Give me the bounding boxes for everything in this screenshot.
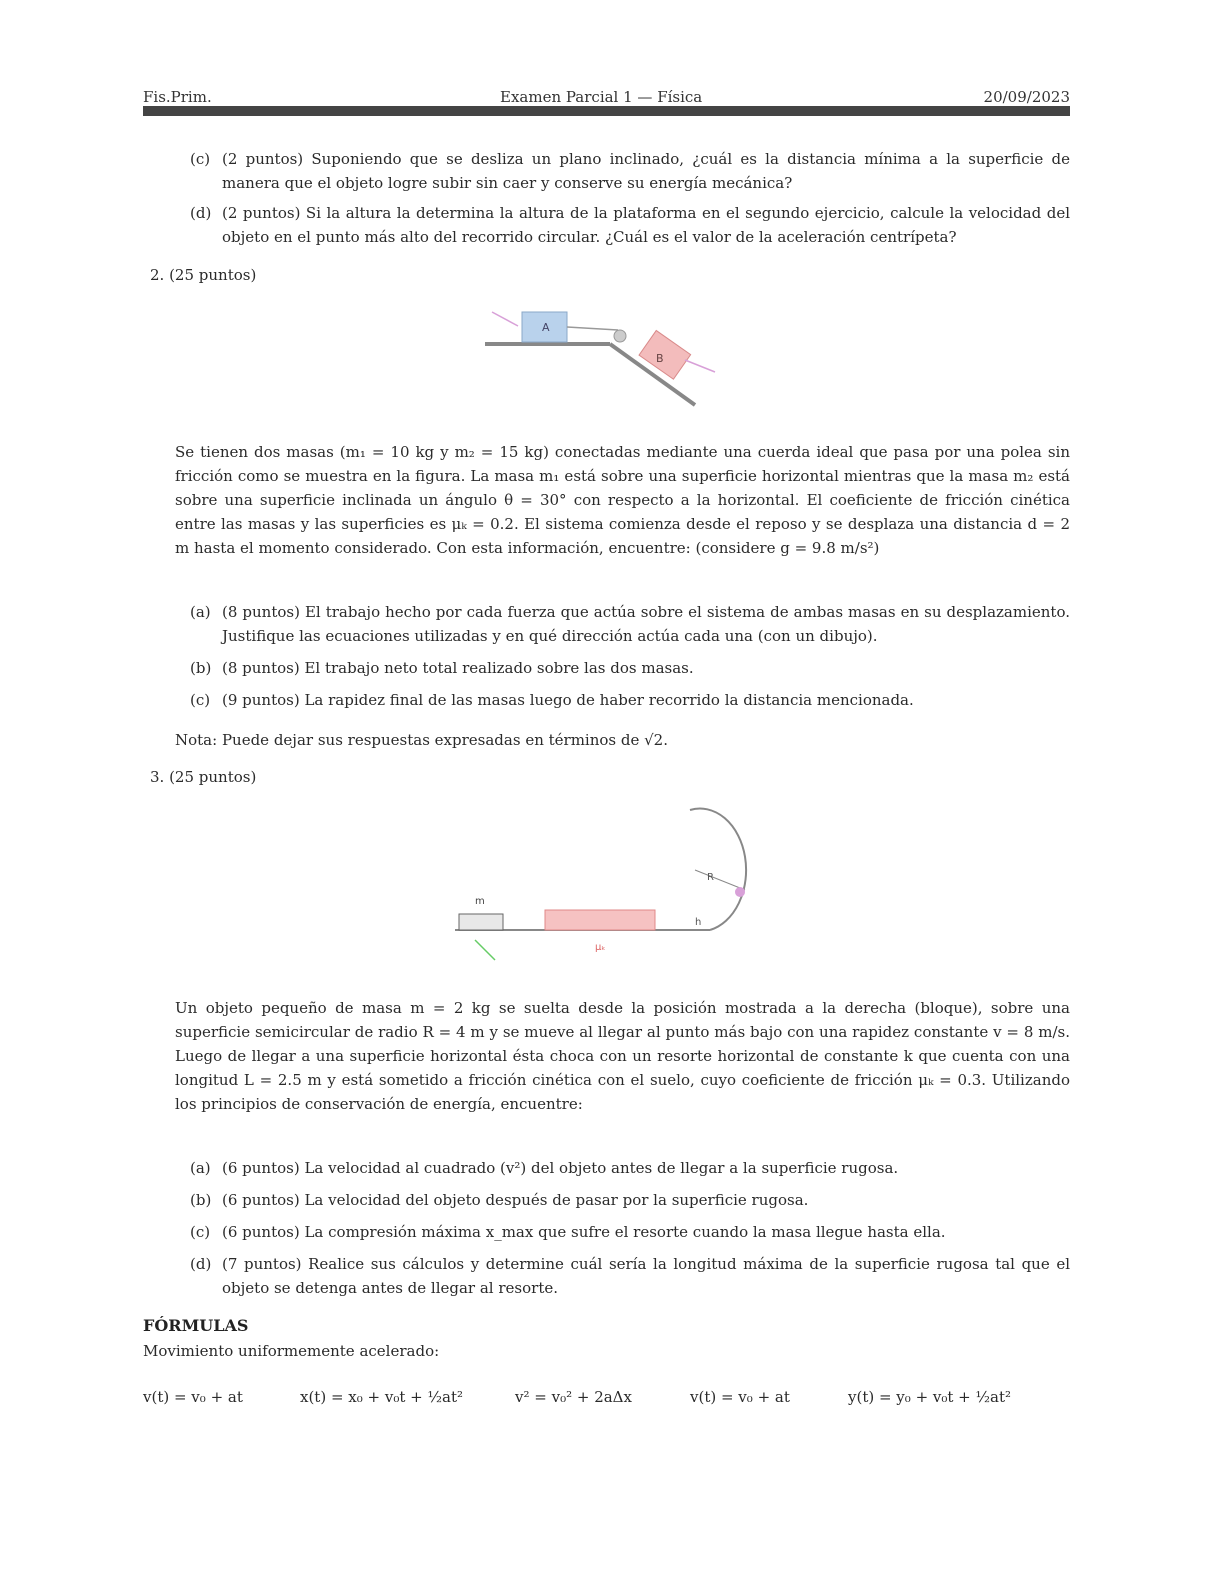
formula: v² = v₀² + 2aΔx [515,1388,632,1406]
item-label: (d) [190,204,212,222]
rough-surface [545,910,655,930]
block-a-label: A [542,321,550,334]
item-label: (c) [190,150,211,168]
rough-label: μₖ [595,942,606,953]
problem-number: 2. (25 puntos) [150,266,257,284]
item-label: (c) [190,691,211,709]
formula: x(t) = x₀ + v₀t + ½at² [300,1388,464,1406]
page-header [143,86,1070,106]
list-item [190,1252,1070,1300]
list-item [190,147,1070,195]
problem-note: Nota: Puede dejar sus respuestas expresadas en términos de √2. [175,731,668,749]
formula: v(t) = v₀ + at [690,1388,790,1406]
item-text: (2 puntos) Si la altura la determina la altura de la plataforma en el segundo ejercicio, calcule la velocidad del objeto en el punto más alto del recorrido circular. ¿Cuál es el valor de la aceleración centrípeta? [222,204,1070,246]
block-b-label: B [656,352,664,365]
pulley [614,330,626,342]
formulas-subheading: Movimiento uniformemente acelerado: [143,1342,440,1360]
item-text: (2 puntos) Suponiendo que se desliza un plano inclinado, ¿cuál es la distancia mínima a la superficie de manera que el objeto logre subir sin caer y conserve su energía mecánica? [222,150,1070,192]
ramp-label: h [695,917,702,928]
problem-body: Un objeto pequeño de masa m = 2 kg se suelta desde la posición mostrada a la derecha (bloque), sobre una superficie semicircular de radio R = 4 m y se mueve al llegar al punto más bajo con una rapidez constante v = 8 m/s. Luego de llegar a una superficie horizontal ésta choca con un resorte horizontal de constante k que cuenta con una longitud L = 2.5 m y está sometido a fricción cinética con el suelo, cuyo coeficiente de fricción μₖ = 0.3. Utilizando los principios de conservación de energía, encuentre: [175,999,1070,1113]
item-text: (8 puntos) El trabajo hecho por cada fuerza que actúa sobre el sistema de ambas masas en su desplazamiento. Justifique las ecuaciones utilizadas y en qué dirección actúa cada una (con un dibujo). [222,603,1070,645]
header-left: Fis.Prim. [143,88,212,106]
angle-label: R [707,872,714,883]
header-rule [143,106,1070,116]
loop-curve [690,809,746,930]
loop-object [735,887,745,897]
item-text: (8 puntos) El trabajo neto total realizado sobre las dos masas. [222,659,694,677]
mass-label: m [475,896,485,907]
item-label: (b) [190,659,212,677]
item-text: (7 puntos) Realice sus cálculos y determine cuál sería la longitud máxima de la superficie rugosa tal que el objeto se detenga antes de llegar al resorte. [222,1255,1070,1297]
problem-body: Se tienen dos masas (m₁ = 10 kg y m₂ = 15 kg) conectadas mediante una cuerda ideal que pasa por una polea sin fricción como se muestra en la figura. La masa m₁ está sobre una superficie horizontal mientras que la masa m₂ está sobre una superficie inclinada un ángulo θ = 30° con respecto a la horizontal. El coeficiente de fricción cinética entre las masas y las superficies es μₖ = 0.2. El sistema comienza desde el reposo y se desplaza una distancia d = 2 m hasta el momento considerado. Con esta información, encuentre: (considere g = 9.8 m/s²) [175,443,1070,557]
formula: v(t) = v₀ + at [143,1388,243,1406]
item-text: (9 puntos) La rapidez final de las masas luego de haber recorrido la distancia mencionada. [222,691,914,709]
formulas-heading: FÓRMULAS [143,1316,249,1335]
list-item [190,1220,1070,1244]
list-item [190,1188,1070,1212]
force-arrow [492,312,518,326]
list-item [190,600,1070,648]
header-right: 20/09/2023 [983,88,1070,106]
figure-loop-track [445,800,765,970]
header-center: Examen Parcial 1 — Física [500,88,703,106]
list-item [190,201,1070,249]
mass-block [459,914,503,930]
item-label: (c) [190,1223,211,1241]
list-item [190,656,1070,680]
list-item [190,1156,1070,1180]
force-arrow [685,360,715,372]
rope [567,327,618,330]
list-item [190,688,1070,712]
figure-incline-blocks [480,300,730,415]
item-text: (6 puntos) La velocidad del objeto después de pasar por la superficie rugosa. [222,1191,809,1209]
problem-number: 3. (25 puntos) [150,768,257,786]
formula: y(t) = y₀ + v₀t + ½at² [848,1388,1012,1406]
velocity-arrow [475,940,495,960]
item-label: (d) [190,1255,212,1273]
item-label: (b) [190,1191,212,1209]
item-label: (a) [190,603,211,621]
item-text: (6 puntos) La compresión máxima x_max que sufre el resorte cuando la masa llegue hasta ella. [222,1223,946,1241]
item-label: (a) [190,1159,211,1177]
radius-line [695,870,745,890]
item-text: (6 puntos) La velocidad al cuadrado (v²) del objeto antes de llegar a la superficie rugosa. [222,1159,899,1177]
